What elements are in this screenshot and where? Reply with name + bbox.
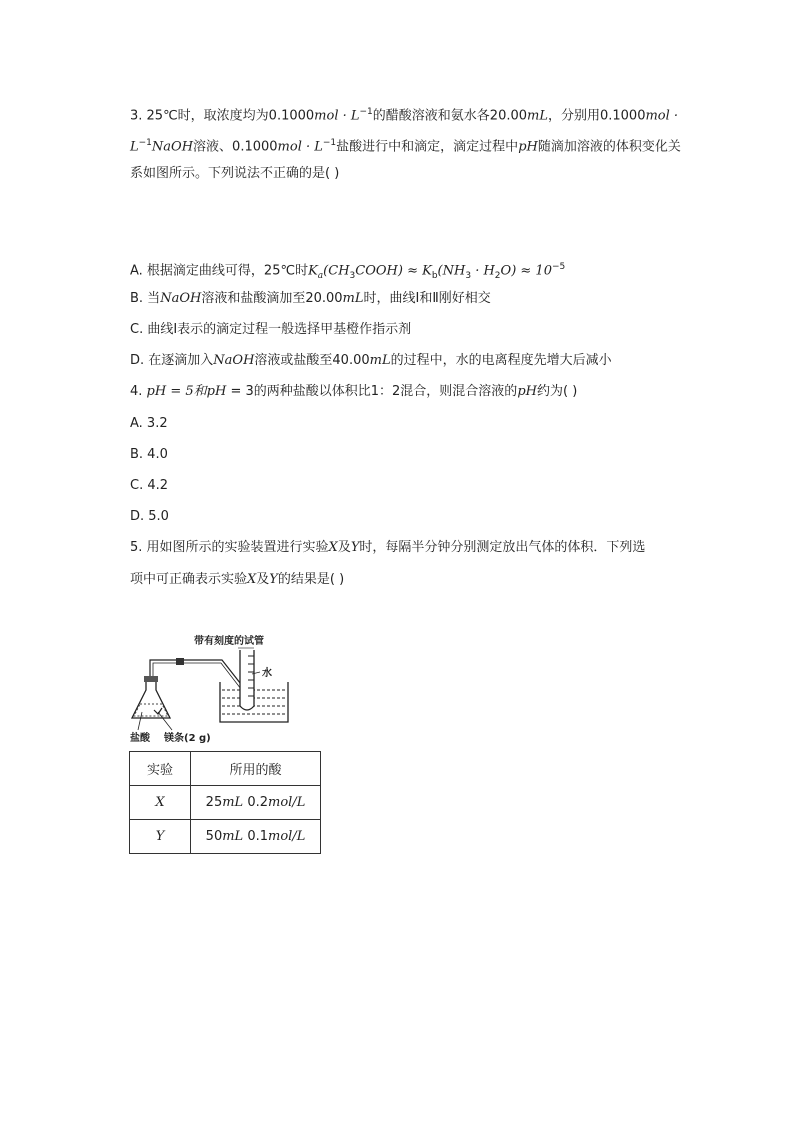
- q4-text: 4.: [130, 384, 147, 399]
- acid-label: 盐酸: [130, 733, 150, 744]
- apparatus-figure: [128, 632, 298, 744]
- mg-ribbon: [154, 708, 162, 714]
- q3-text: 时，曲线Ⅰ和Ⅱ刚好相交: [363, 291, 491, 306]
- tube-clamp: [176, 658, 184, 665]
- q3-option-b: [130, 289, 491, 309]
- row-exp: Y: [130, 820, 191, 854]
- q5-math: Y: [350, 540, 360, 555]
- q5-stem-line-2: [130, 570, 344, 590]
- q3-math: NaOH: [151, 139, 194, 155]
- acid-volume-unit: mL: [222, 829, 244, 844]
- q4-math: pH: [206, 384, 227, 399]
- q5-stem-line-1: [130, 538, 645, 558]
- q3-math: mL: [369, 353, 391, 368]
- q3-math: mol · L: [277, 139, 323, 155]
- q5-math: X: [328, 540, 338, 555]
- q3-option-d: [130, 351, 612, 371]
- q4-math: pH: [517, 384, 537, 399]
- q4-option-b: B. 4.0: [130, 447, 168, 462]
- q3-math: L: [130, 139, 139, 155]
- acid-volume-unit: mL: [222, 795, 244, 810]
- q3-stem-line-2: [130, 133, 681, 157]
- delivery-tube: [150, 660, 244, 704]
- q3-sub: 3: [465, 270, 472, 281]
- header-acid: 所用的酸: [191, 752, 321, 786]
- q4-option-c: C. 4.2: [130, 478, 169, 493]
- acid-pointer: [138, 712, 142, 730]
- q3-sup: −1: [138, 138, 152, 148]
- q5-math: Y: [269, 572, 278, 587]
- water-label: 水: [262, 668, 272, 679]
- row-acid: [191, 820, 321, 854]
- table-row: [130, 786, 321, 820]
- q3-math: · H: [471, 263, 495, 279]
- acid-conc: 0.2: [243, 795, 268, 810]
- q3-text: 溶液和盐酸滴加至20.00: [201, 291, 343, 306]
- row-exp: X: [130, 786, 191, 820]
- table-row: [130, 820, 321, 854]
- row-acid: [191, 786, 321, 820]
- q3-text: D. 在逐滴加入: [130, 353, 214, 368]
- q3-math: NaOH: [213, 353, 255, 368]
- q5-text: 及: [337, 540, 351, 555]
- q3-math: mL: [342, 291, 364, 306]
- q3-text: A. 根据滴定曲线可得，25℃时: [130, 263, 309, 279]
- q4-math: pH: [146, 384, 167, 399]
- q5-text: 时，每隔半分钟分别测定放出气体的体积．下列选: [359, 540, 646, 555]
- q3-sup: −5: [551, 262, 566, 272]
- q3-text: 的过程中，水的电离程度先增大后减小: [390, 353, 612, 368]
- q3-math: pH: [518, 139, 538, 155]
- q3-option-c: C. 曲线Ⅰ表示的滴定过程一般选择甲基橙作指示剂: [130, 322, 412, 337]
- q3-text: B. 当: [130, 291, 161, 306]
- q3-text: 溶液或盐酸至40.00: [254, 353, 370, 368]
- q5-text: 5. 用如图所示的实验装置进行实验: [130, 540, 329, 555]
- q5-text: 项中可正确表示实验: [130, 572, 248, 587]
- q3-sub: 3: [349, 270, 356, 281]
- q3-math: (CH: [323, 263, 350, 279]
- q3-math: NaOH: [160, 291, 202, 306]
- q3-math: O) ≈ 10: [500, 263, 552, 279]
- table-header-row: [130, 752, 321, 786]
- acid-conc: 0.1: [243, 829, 268, 844]
- flask-body: [132, 680, 170, 718]
- acid-conc-unit: mol/L: [268, 795, 306, 810]
- q3-stem-line-1: [130, 102, 678, 126]
- mg-label: 镁条(2 g): [164, 733, 211, 744]
- q3-math: (NH: [437, 263, 466, 279]
- q4-option-d: D. 5.0: [130, 509, 169, 524]
- q3-sup: −1: [359, 107, 373, 117]
- q3-math: mL: [527, 108, 548, 124]
- acid-conc-unit: mol/L: [268, 829, 306, 844]
- q4-text: 约为( ): [536, 384, 578, 399]
- acid-liquid: [134, 704, 168, 716]
- acid-volume: 25: [205, 795, 223, 810]
- q3-text: 随滴加溶液的体积变化关: [537, 139, 681, 155]
- q3-math: COOH) ≈ K: [355, 263, 432, 279]
- q5-math: X: [247, 572, 257, 587]
- q3-math: K: [308, 263, 318, 279]
- acid-volume: 50: [205, 829, 223, 844]
- q4-option-a: A. 3.2: [130, 416, 168, 431]
- q4-text: = 3的两种盐酸以体积比1：2混合，则混合溶液的: [226, 384, 518, 399]
- q3-math: mol · L: [314, 108, 360, 124]
- q3-option-a: [130, 257, 565, 286]
- q5-text: 及: [256, 572, 270, 587]
- q3-sub: b: [431, 270, 438, 281]
- q4-stem: [130, 382, 577, 402]
- q3-stem-line-3: 系如图所示。下列说法不正确的是( ): [130, 166, 340, 181]
- tube-label: 带有刻度的试管: [194, 636, 264, 647]
- q3-text: 的醋酸溶液和氨水各20.00: [372, 108, 528, 124]
- q4-math: = 5和: [166, 384, 207, 399]
- q3-text: 溶液、0.1000: [193, 139, 278, 155]
- q3-sub: 2: [494, 270, 501, 281]
- q3-math: mol ·: [645, 108, 679, 124]
- q3-text: ，分别用0.1000: [547, 108, 646, 124]
- q3-text: 3. 25℃时，取浓度均为0.1000: [130, 108, 315, 124]
- q3-sup: −1: [322, 138, 337, 148]
- flask-stopper: [144, 676, 158, 682]
- q3-sub: a: [317, 270, 324, 281]
- q3-text: 盐酸进行中和滴定，滴定过程中: [336, 139, 519, 155]
- header-experiment: 实验: [130, 752, 191, 786]
- experiment-table: [129, 751, 321, 854]
- q5-text: 的结果是( ): [277, 572, 345, 587]
- mg-pointer: [158, 712, 172, 730]
